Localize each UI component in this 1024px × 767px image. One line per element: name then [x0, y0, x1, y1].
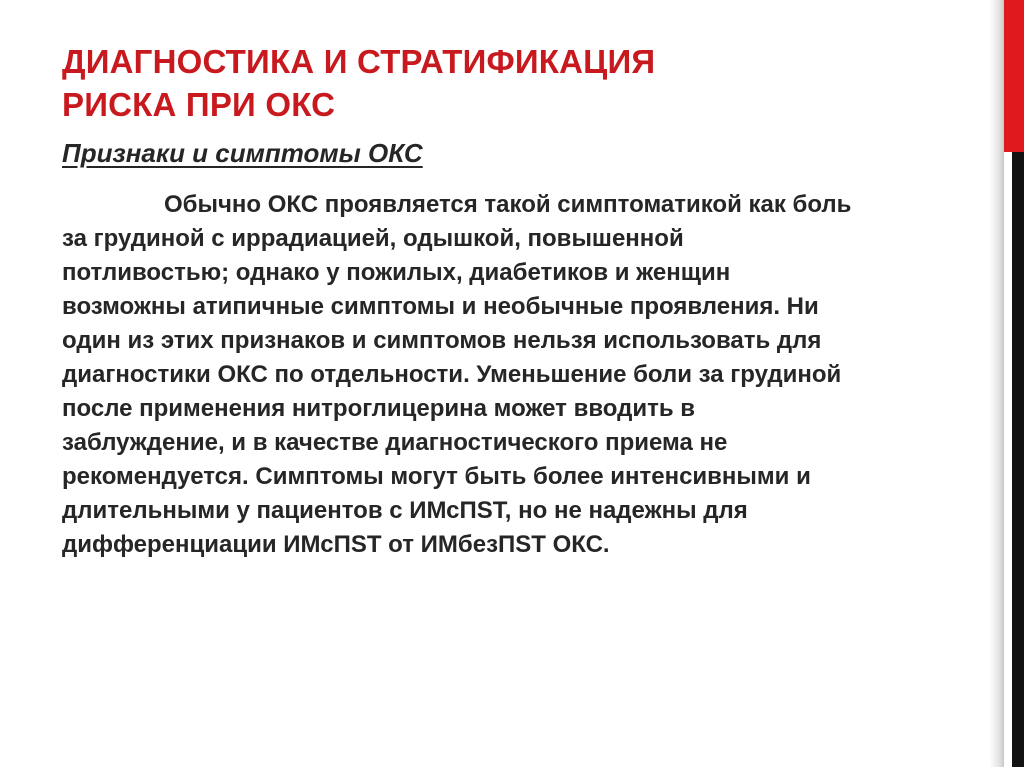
body-line: диагностики ОКС по отдельности. Уменьшение боли за грудиной [62, 361, 842, 388]
accent-bar-dark [1012, 152, 1024, 767]
slide-title [62, 40, 922, 126]
body-paragraph [62, 188, 992, 562]
body-line: возможны атипичные симптомы и необычные проявления. Ни [62, 293, 819, 320]
body-line: длительными у пациентов с ИМсПST, но не надежны для [62, 497, 748, 524]
slide-title-line: ДИАГНОСТИКА И СТРАТИФИКАЦИЯ [62, 43, 656, 80]
body-line: дифференциации ИМсПST от ИМбезПST ОКС. [62, 531, 610, 558]
body-line: за грудиной с иррадиацией, одышкой, повышенной [62, 225, 684, 252]
body-line: заблуждение, и в качестве диагностического приема не [62, 429, 728, 456]
body-line: один из этих признаков и симптомов нельзя использовать для [62, 327, 822, 354]
body-line: рекомендуется. Симптомы могут быть более интенсивными и [62, 463, 811, 490]
slide-title-line: РИСКА ПРИ ОКС [62, 86, 336, 123]
body-line: Обычно ОКС проявляется такой симптоматикой как боль [164, 191, 852, 218]
accent-bar-red [1004, 0, 1024, 152]
body-line: после применения нитроглицерина может вводить в [62, 395, 696, 422]
section-subtitle: Признаки и симптомы ОКС [62, 138, 423, 168]
body-line: потливостью; однако у пожилых, диабетиков и женщин [62, 259, 731, 286]
